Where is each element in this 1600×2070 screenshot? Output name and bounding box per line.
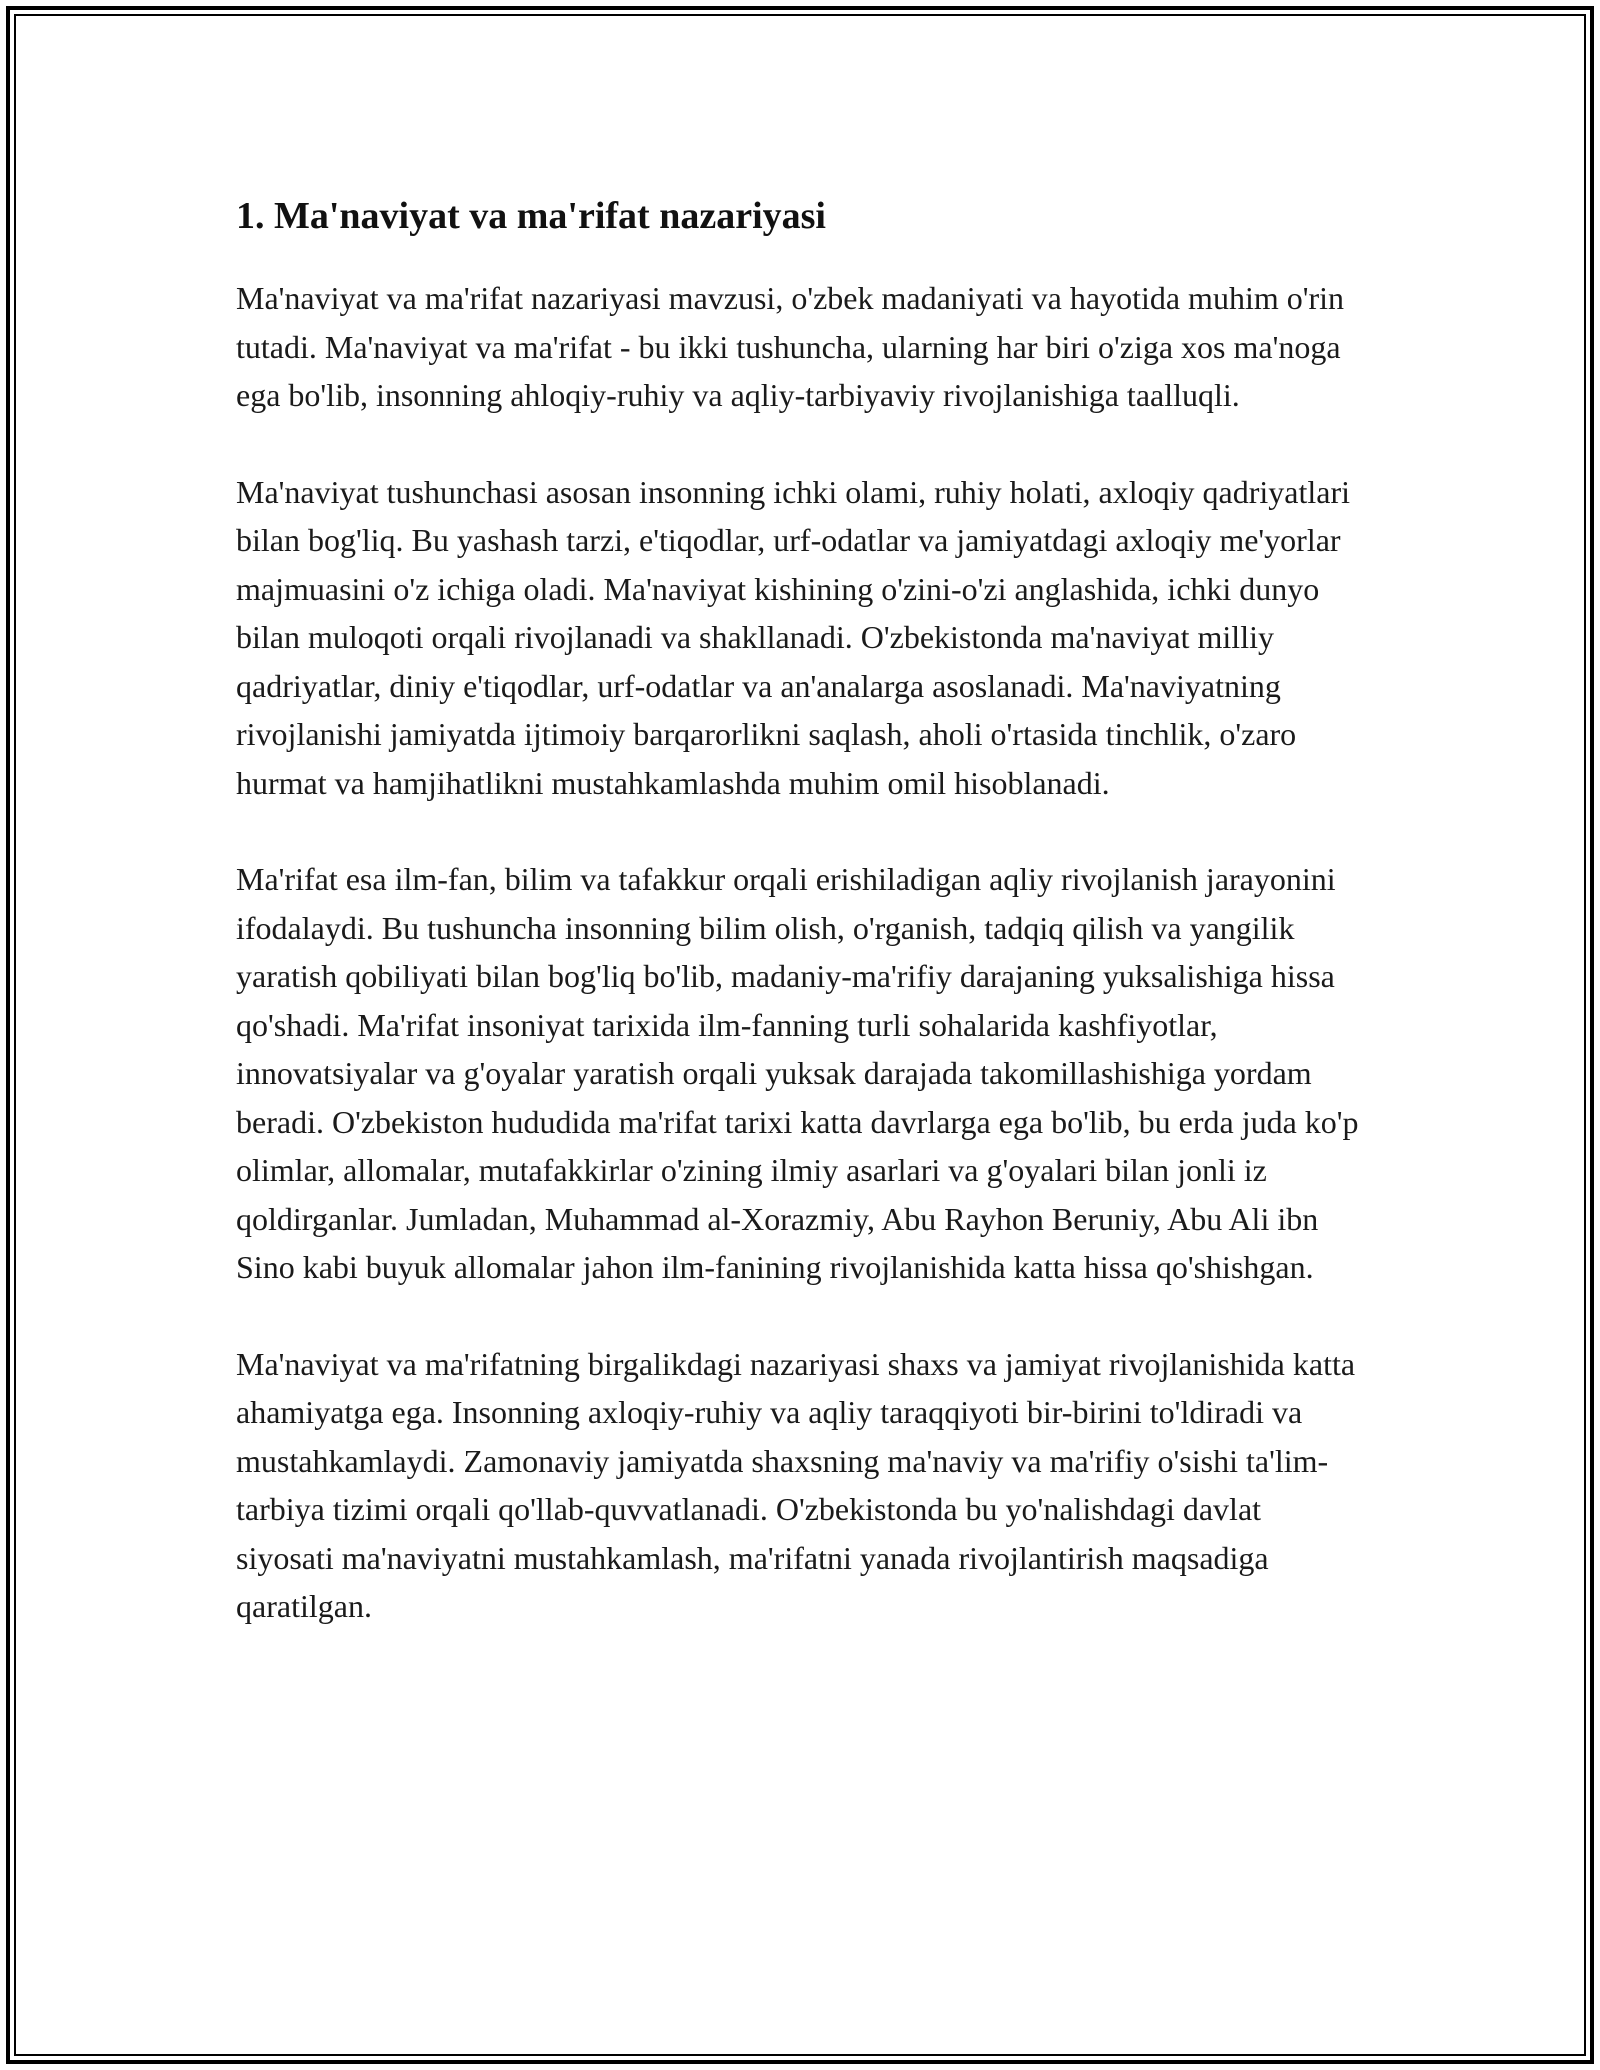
paragraph-intro: Ma'naviyat va ma'rifat nazariyasi mavzusi, o'zbek madaniyati va hayotida muhim o'rin tutadi. Ma'naviyat va ma'rifat - bu ikki tushuncha, ularning har biri o'ziga xos ma'noga ega bo'lib, insonning ahloqiy-ruhiy va aqliy-tarbiyaviy rivojlanishiga taalluqli. [236, 280, 1345, 413]
paragraph-marifat: Ma'rifat esa ilm-fan, bilim va tafakkur orqali erishiladigan aqliy rivojlanish jarayonini ifodalaydi. Bu tushuncha insonning bilim olish, o'rganish, tadqiq qilish va yangilik yaratish qobiliyati bilan bog'liq bo'lib, madaniy-ma'rifiy darajaning yuksalishiga hissa qo'shadi. Ma'rifat insoniyat tarixida ilm-fanning turli sohalarida kashfiyotlar, innovatsiyalar va g'oyalar yaratish orqali yuksak darajada takomillashishiga yordam beradi. O'zbekiston hududida ma'rifat tarixi katta davrlarga ega bo'lib, bu erda juda ko'p olimlar, allomalar, mutafakkirlar o'zining ilmiy asarlari va g'oyalari bilan jonli iz qoldirganlar. Jumladan, Muhammad al-Xorazmiy, Abu Rayhon Beruniy, Abu Ali ibn Sino kabi buyuk allomalar jahon ilm-fanining rivojlanishida katta hissa qo'shishgan. [236, 861, 1359, 1285]
document-body [236, 188, 1366, 1679]
section-heading: 1. Ma'naviyat va ma'rifat nazariyasi [236, 195, 826, 237]
paragraph-conclusion: Ma'naviyat va ma'rifatning birgalikdagi nazariyasi shaxs va jamiyat rivojlanishida katta ahamiyatga ega. Insonning axloqiy-ruhiy va aqliy taraqqiyoti bir-birini to'ldiradi va mustahkamlaydi. Zamonaviy jamiyatda shaxsning ma'naviy va ma'rifiy o'sishi ta'lim-tarbiya tizimi orqali qo'llab-quvvatlanadi. O'zbekistonda bu yo'nalishdagi davlat siyosati ma'naviyatni mustahkamlash, ma'rifatni yanada rivojlantirish maqsadiga qaratilgan. [236, 1345, 1356, 1624]
paragraph-manaviyat: Ma'naviyat tushunchasi asosan insonning ichki olami, ruhiy holati, axloqiy qadriyatlari bilan bog'liq. Bu yashash tarzi, e'tiqodlar, urf-odatlar va jamiyatdagi axloqiy me'yorlar majmuasini o'z ichiga oladi. Ma'naviyat kishining o'zini-o'zi anglashida, ichki dunyo bilan muloqoti orqali rivojlanadi va shakllanadi. O'zbekistonda ma'naviyat milliy qadriyatlar, diniy e'tiqodlar, urf-odatlar va an'analarga asoslanadi. Ma'naviyatning rivojlanishi jamiyatda ijtimoiy barqarorlikni saqlash, aholi o'rtasida tinchlik, o'zaro hurmat va hamjihatlikni mustahkamlashda muhim omil hisoblanadi. [236, 473, 1350, 801]
